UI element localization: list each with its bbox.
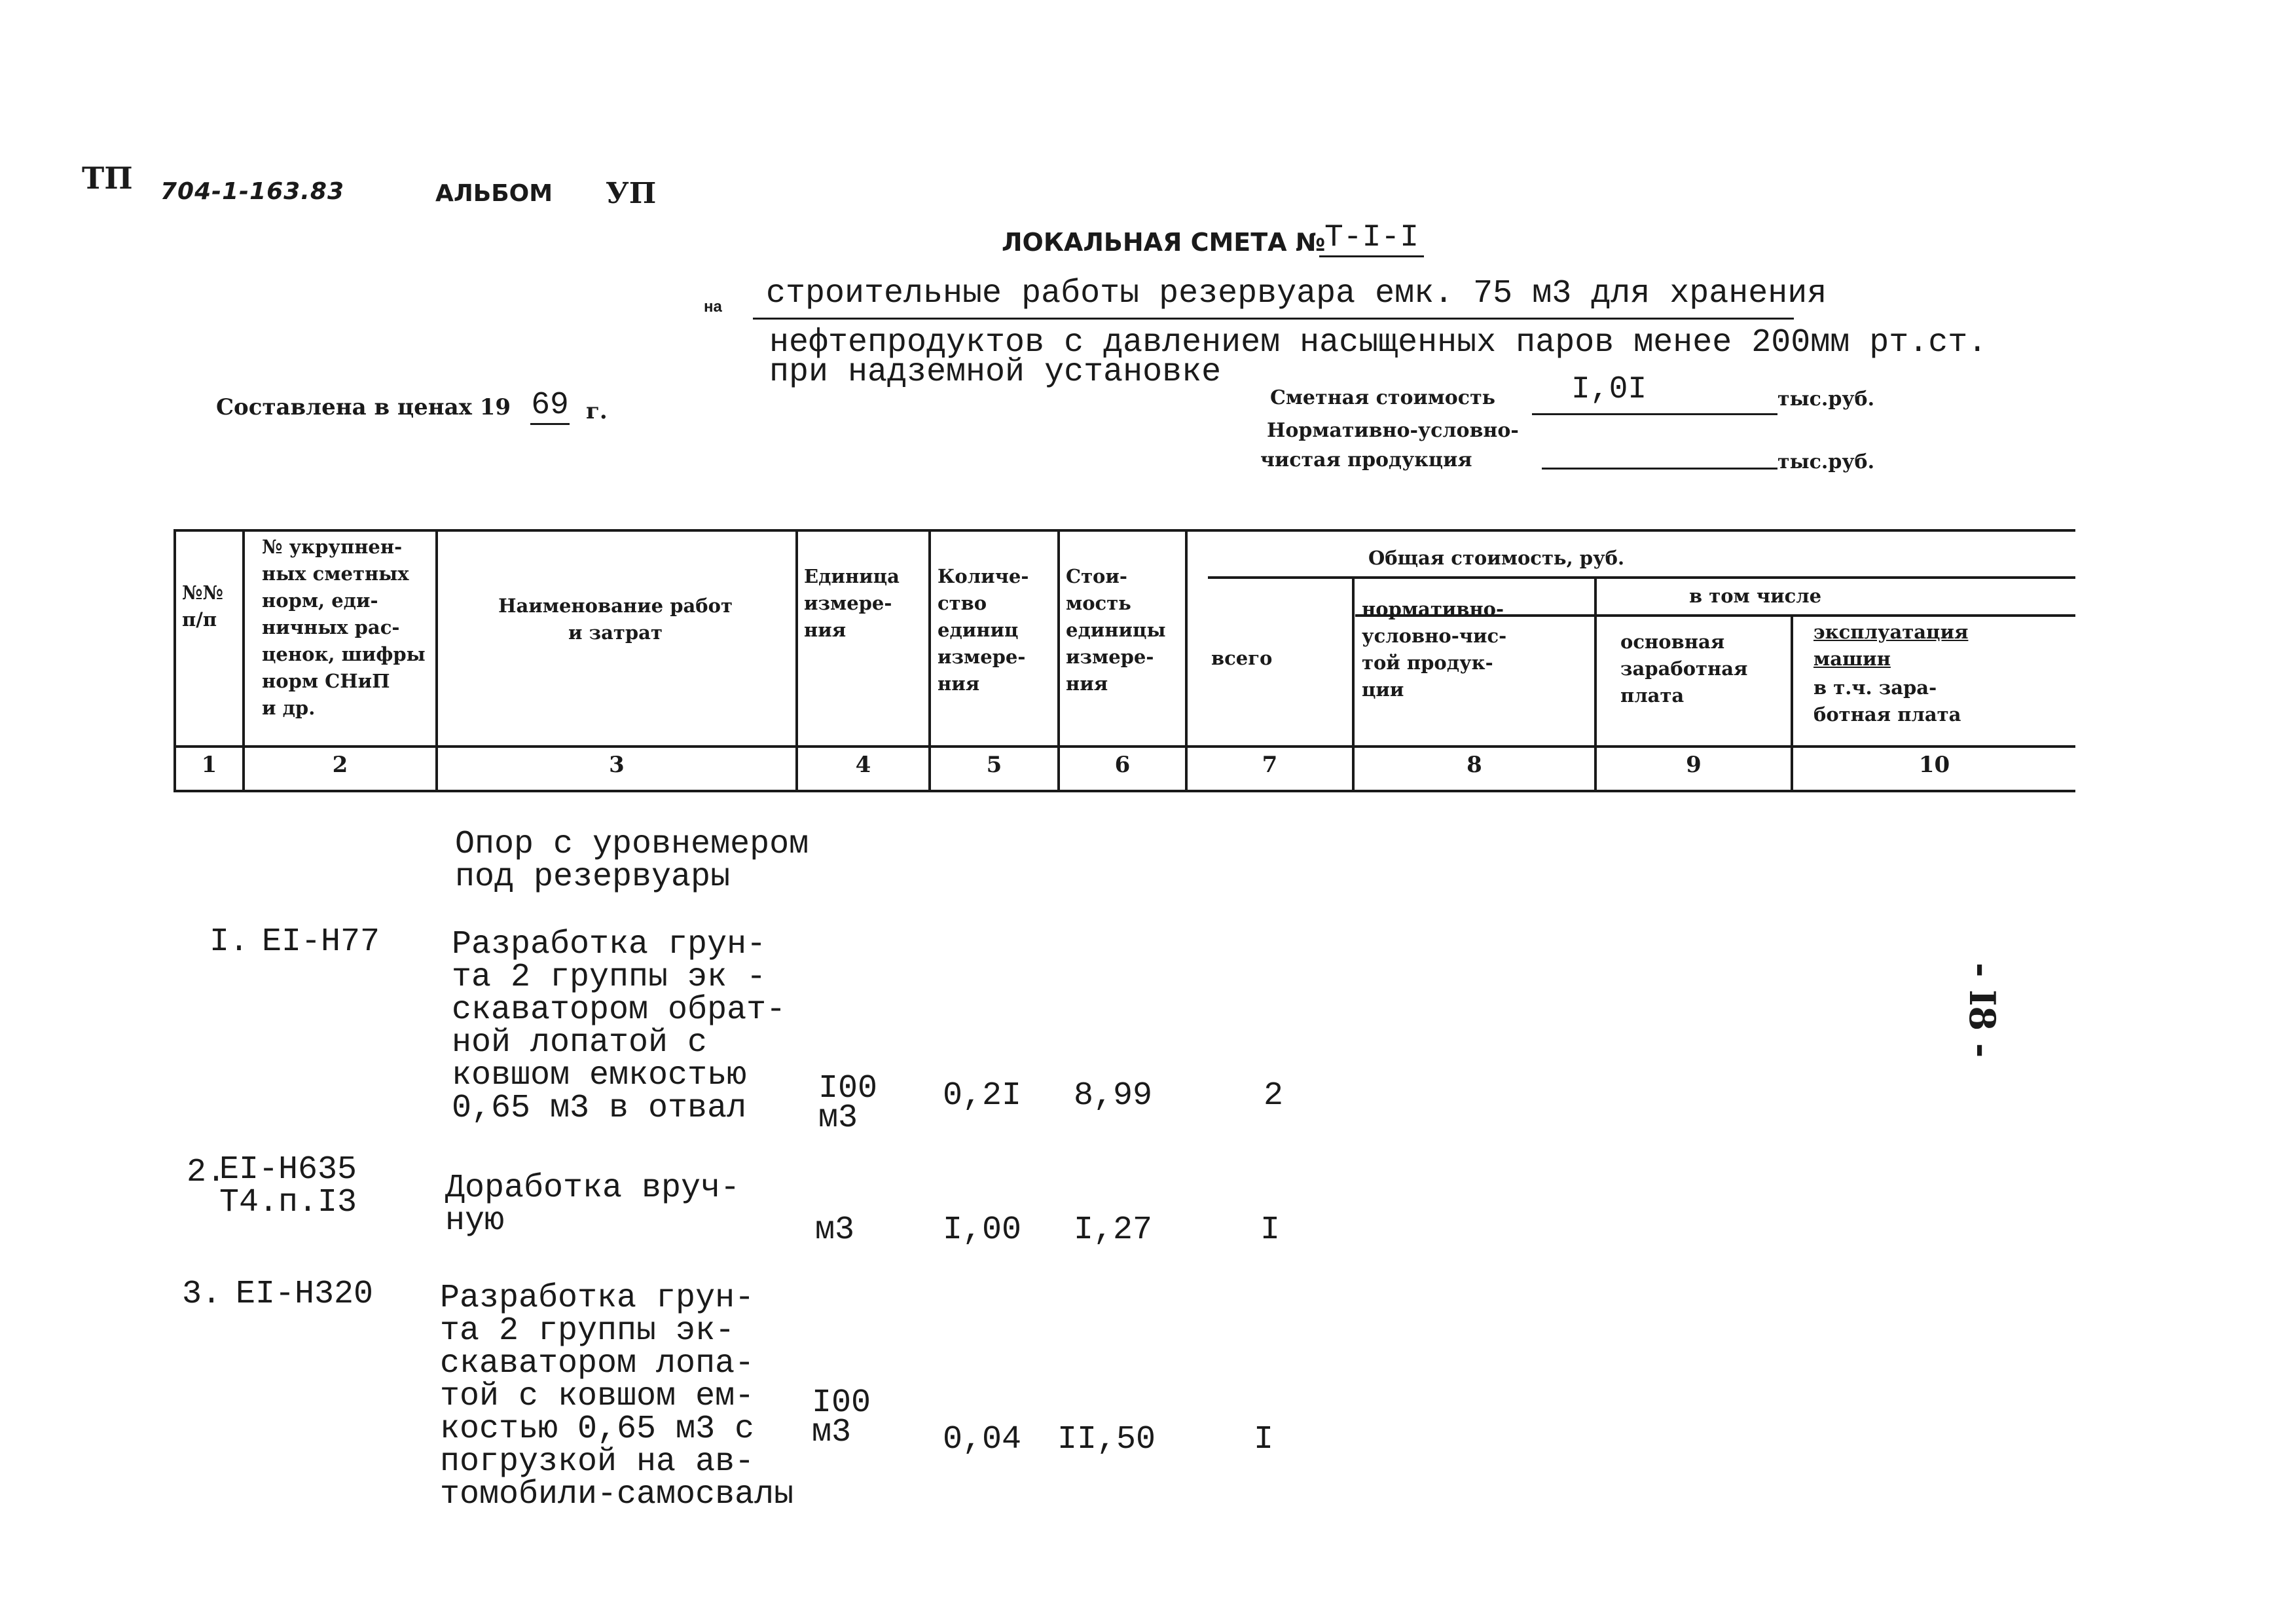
project-type: ТП — [82, 160, 133, 196]
header-including: в том числе — [1689, 585, 1822, 607]
composed-suffix: г. — [586, 398, 608, 424]
header-col-9: основная заработная плата — [1620, 631, 1748, 707]
row-name: Разработка грун- та 2 группы эк- скаватором лопа- той с ковшом ем- костью 0,65 м3 с погрузкой на ав- томобили-самосвалы — [440, 1280, 794, 1513]
row-total: I — [1254, 1421, 1274, 1458]
estimate-number: Т-I-I — [1319, 220, 1424, 257]
norm-value — [1542, 443, 1777, 470]
row-number: 2. — [187, 1154, 227, 1191]
row-name: Разработка грун- та 2 группы эк - скаватором обрат- ной лопатой с ковшом емкостью 0,65 м3 в отвал — [452, 926, 786, 1127]
header-col-5: Количе- ство единиц измере- ния — [938, 565, 1029, 695]
row-unit-price: 8,99 — [1074, 1077, 1153, 1115]
purpose-prefix: на — [704, 298, 722, 316]
purpose-line-3: при надземной установке — [769, 354, 1222, 391]
purpose-line-2: нефтепродуктов с давлением насыщенных паров менее 200мм рт.ст. — [769, 324, 1988, 361]
header-col-6: Стои- мость единицы измере- ния — [1066, 565, 1166, 695]
row-code: EI-H320 — [236, 1276, 374, 1313]
column-number: 3 — [609, 752, 625, 778]
header-col-10-b: в т.ч. зара- ботная плата — [1813, 676, 1961, 726]
composed-year: 69 — [530, 388, 570, 425]
row-number: 3. — [182, 1276, 222, 1313]
header-col-3: Наименование работ и затрат — [498, 595, 733, 644]
row-total: I — [1260, 1211, 1281, 1249]
row-total: 2 — [1264, 1077, 1284, 1115]
header-col-8: нормативно- условно-чис- той продук- ции — [1362, 598, 1507, 701]
cost-label: Сметная стоимость — [1270, 386, 1496, 409]
header-col-7: всего — [1211, 647, 1273, 669]
header-col-1: №№ п/п — [182, 581, 224, 631]
norm-label-line-1: Нормативно-условно- — [1267, 419, 1519, 442]
header-col-4: Единица измере- ния — [804, 565, 900, 641]
header-col-2: № укрупнен- ных сметных норм, еди- ничных рас- ценок, шифры норм СНиП и др. — [262, 536, 426, 719]
row-unit: I00 м3 — [812, 1384, 871, 1451]
table-top-line — [173, 529, 2075, 532]
row-number: I. — [210, 923, 249, 961]
row-name: Доработка вруч- ную — [445, 1170, 740, 1240]
cost-unit: тыс.руб. — [1777, 388, 1875, 411]
row-code: EI-H77 — [262, 923, 380, 961]
row-unit: м3 — [815, 1211, 855, 1249]
column-number: 5 — [986, 752, 1002, 778]
row-unit-price: II,50 — [1057, 1421, 1156, 1458]
norm-label-line-2: чистая продукция — [1260, 449, 1472, 471]
row-quantity: 0,2I — [943, 1077, 1022, 1115]
purpose-line-1: строительные работы резервуара емк. 75 м3 для хранения — [753, 275, 1794, 320]
column-number: 4 — [855, 752, 871, 778]
column-number: 6 — [1114, 752, 1131, 778]
column-number: 9 — [1686, 752, 1702, 778]
page-number: - I8 - — [1961, 963, 2003, 1058]
row-unit-price: I,27 — [1074, 1211, 1153, 1249]
column-number: 2 — [332, 752, 348, 778]
header-total-group: Общая стоимость, руб. — [1368, 547, 1625, 569]
column-number: 10 — [1918, 752, 1950, 778]
column-number: 7 — [1262, 752, 1278, 778]
row-quantity: I,00 — [943, 1211, 1022, 1249]
album-label: АЛЬБОМ — [435, 180, 553, 207]
album-number: УП — [606, 177, 657, 210]
section-title: Опор с уровнемером под резервуары — [455, 826, 809, 896]
composed-label: Составлена в ценах 19 — [216, 394, 511, 420]
estimate-title: ЛОКАЛЬНАЯ СМЕТА № — [1002, 228, 1326, 257]
group-line — [1208, 576, 2075, 579]
cost-value: I,0I — [1532, 372, 1777, 415]
column-number: 1 — [201, 752, 217, 778]
row-unit: I00 м3 — [818, 1070, 878, 1137]
row-code: EI-H635 Т4.п.I3 — [219, 1151, 357, 1221]
column-number: 8 — [1467, 752, 1482, 778]
row-quantity: 0,04 — [943, 1421, 1022, 1458]
norm-unit: тыс.руб. — [1777, 451, 1875, 473]
project-code: 704-1-163.83 — [160, 178, 344, 205]
header-col-10-a: эксплуатация машин — [1813, 621, 1969, 670]
